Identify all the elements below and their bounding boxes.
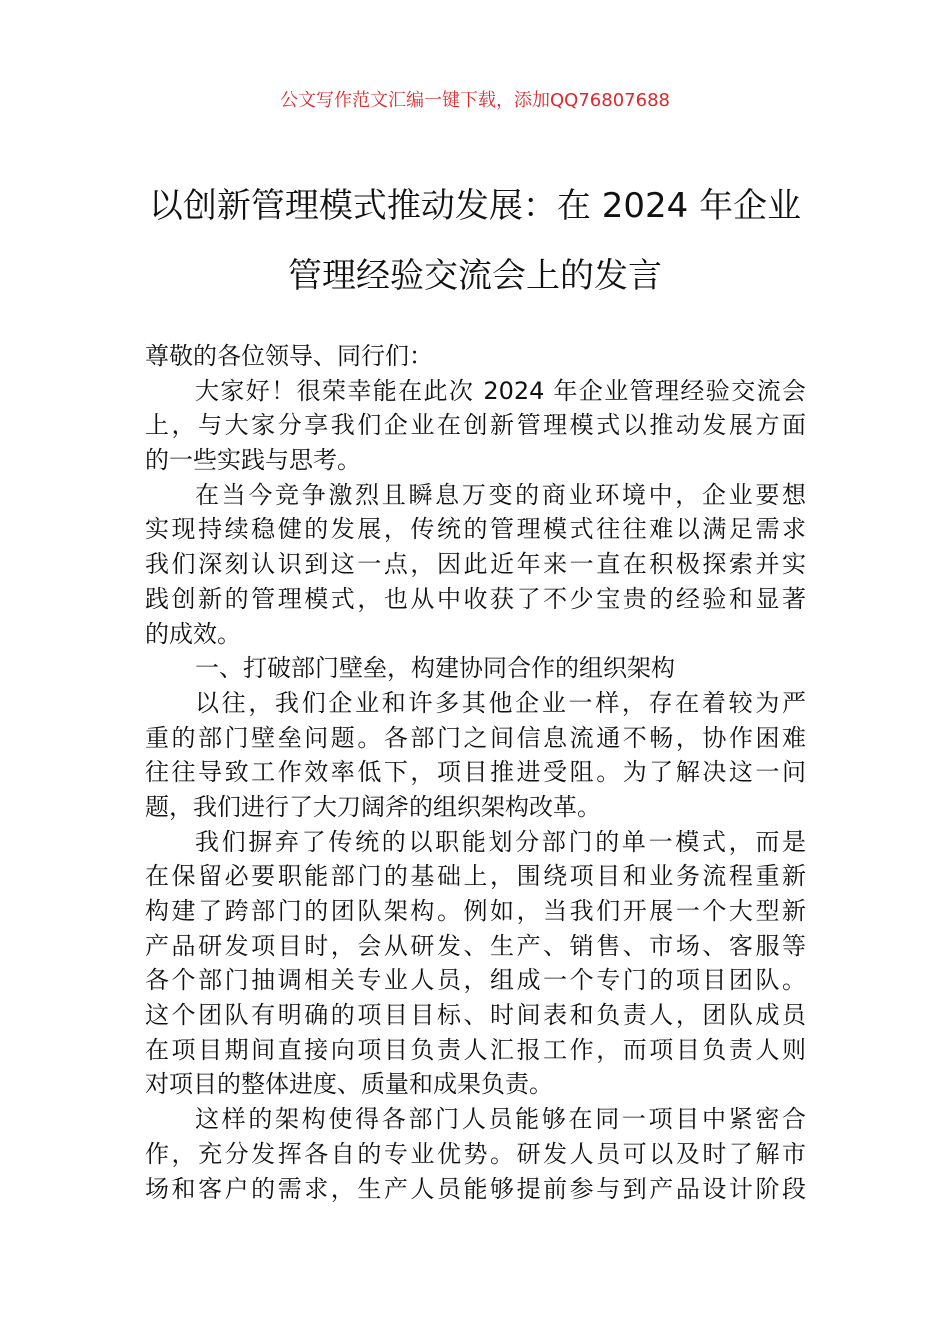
paragraph-line: 在项目期间直接向项目负责人汇报工作，而项目负责人则 [145,1035,806,1064]
paragraph [145,825,806,1103]
paragraph-line: 我们深刻认识到这一点，因此近年来一直在积极探索并实 [145,550,806,579]
paragraph-line: 场和客户的需求，生产人员能够提前参与到产品设计阶段 [145,1174,806,1203]
paragraph-line: 对项目的整体进度、质量和成果负责。 [145,1070,553,1099]
paragraph [145,374,806,478]
paragraph [145,478,806,651]
paragraph-line: 大家好！很荣幸能在此次 2024 年企业管理经验交流会 [195,376,806,405]
paragraph-line: 践创新的管理模式，也从中收获了不少宝贵的经验和显著 [145,584,806,613]
paragraph-line: 的一些实践与思考。 [145,446,361,475]
paragraph-line: 在保留必要职能部门的基础上，围绕项目和业务流程重新 [145,862,806,891]
paragraph-line: 以往，我们企业和许多其他企业一样，存在着较为严 [195,688,806,717]
paragraph-line: 上，与大家分享我们企业在创新管理模式以推动发展方面 [145,411,806,440]
paragraph-line: 的成效。 [145,619,241,648]
paragraph [145,686,806,825]
salutation: 尊敬的各位领导、同行们： [145,342,433,370]
paragraph [145,651,806,686]
paragraph-line: 实现持续稳健的发展，传统的管理模式往往难以满足需求 [145,515,806,544]
paragraph-line: 这样的架构使得各部门人员能够在同一项目中紧密合 [195,1105,806,1134]
paragraph-line: 题，我们进行了大刀阔斧的组织架构改革。 [145,792,601,821]
paragraph-line: 各个部门抽调相关专业人员，组成一个专门的项目团队。 [145,966,806,995]
paragraph-line: 往往导致工作效率低下，项目推进受阻。为了解决这一问 [145,758,806,787]
document-title-line-1: 以创新管理模式推动发展：在 2024 年企业 [148,186,802,226]
paragraph [145,1102,806,1206]
paragraph-line: 这个团队有明确的项目目标、时间表和负责人，团队成员 [145,1001,806,1030]
paragraph-line: 在当今竞争激烈且瞬息万变的商业环境中，企业要想 [195,480,806,509]
paragraph-line: 重的部门壁垒问题。各部门之间信息流通不畅，协作困难 [145,723,806,752]
watermark-header: 公文写作范文汇编一键下载，添加QQ76807688 [280,90,670,111]
document-body [145,339,806,1206]
paragraph-line: 我们摒弃了传统的以职能划分部门的单一模式，而是 [195,827,806,856]
paragraph-line: 构建了跨部门的团队架构。例如，当我们开展一个大型新 [145,897,806,925]
paragraph-line: 一、打破部门壁垒，构建协同合作的组织架构 [195,654,675,683]
document-title-line-2: 管理经验交流会上的发言 [288,256,662,296]
paragraph-line: 产品研发项目时，会从研发、生产、销售、市场、客服等 [145,931,806,960]
paragraph-line: 作，充分发挥各自的专业优势。研发人员可以及时了解市 [145,1139,806,1168]
